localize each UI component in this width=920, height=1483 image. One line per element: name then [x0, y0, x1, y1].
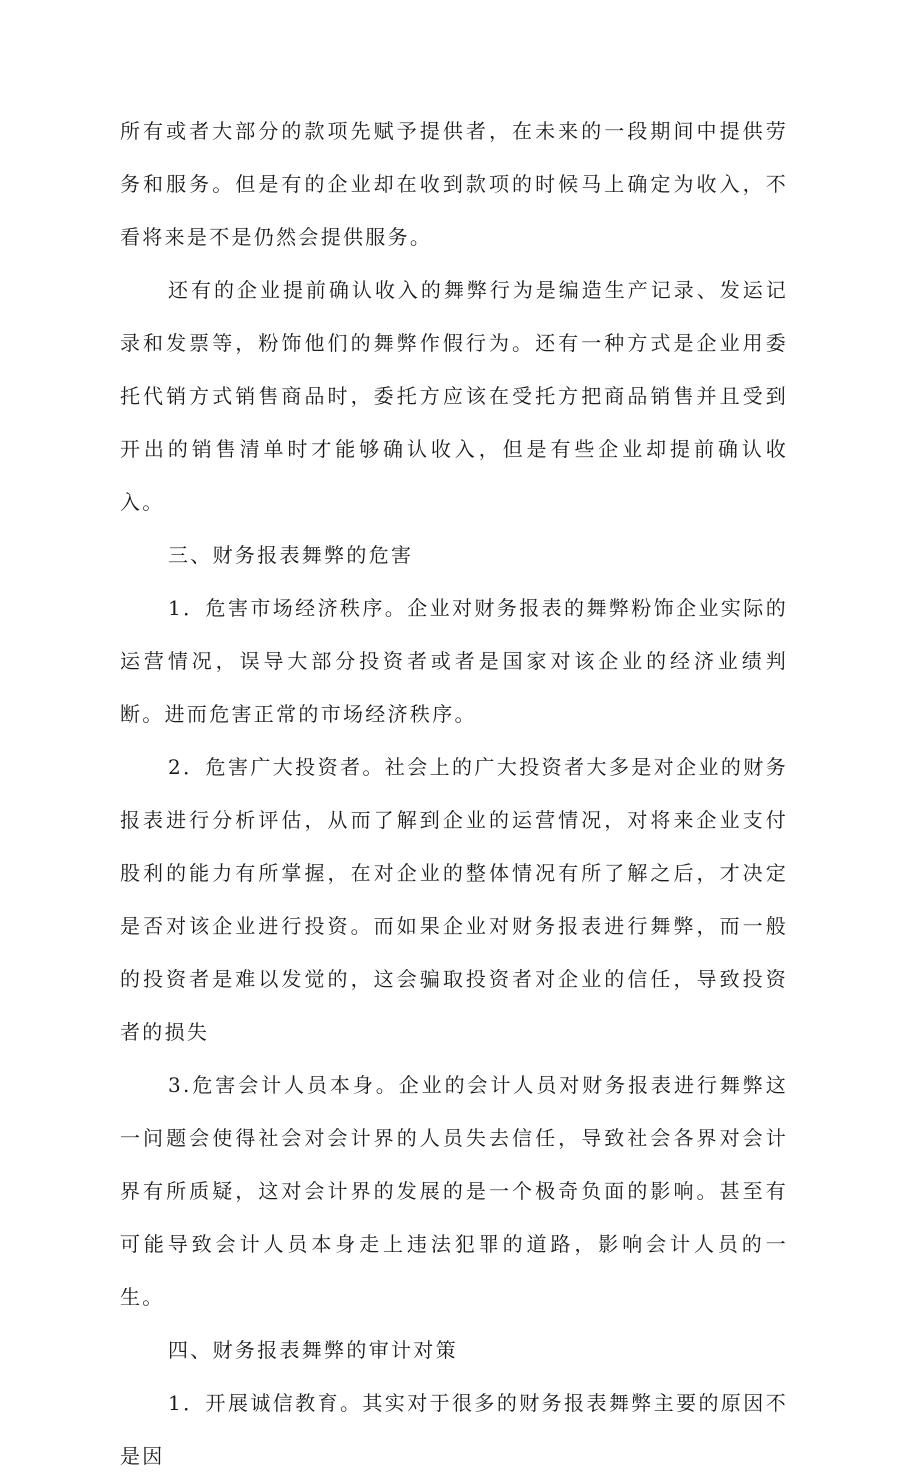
list-item-paragraph: 2．危害广大投资者。社会上的广大投资者大多是对企业的财务报表进行分析评估，从而了解到企业的运营情况，对将来企业支付股利的能力有所掌握，在对企业的整体情况有所了解之后，才决定是否对该企业进行投资。而如果企业对财务报表进行舞弊，而一般的投资者是难以发觉的，这会骗取投资者对企业的信任，导致投资者的损失 — [120, 755, 788, 1044]
list-item-paragraph: 3.危害会计人员本身。企业的会计人员对财务报表进行舞弊这一问题会使得社会对会计界的人员失去信任，导致社会各界对会计界有所质疑，这对会计界的发展的是一个极奇负面的影响。甚至有可能导致会计人员本身走上违法犯罪的道路，影响会计人员的一生。 — [120, 1073, 788, 1309]
body-paragraph: 所有或者大部分的款项先赋予提供者，在未来的一段期间中提供劳务和服务。但是有的企业却在收到款项的时候马上确定为收入，不看将来是不是仍然会提供服务。 — [120, 119, 788, 249]
list-item-paragraph: 1．开展诚信教育。其实对于很多的财务报表舞弊主要的原因不是因 — [120, 1391, 788, 1468]
body-paragraph: 还有的企业提前确认收入的舞弊行为是编造生产记录、发运记录和发票等，粉饰他们的舞弊作假行为。还有一种方式是企业用委托代销方式销售商品时，委托方应该在受托方把商品销售并且受到开出的销售清单时才能够确认收入，但是有些企业却提前确认收入。 — [120, 278, 788, 514]
section-heading: 四、财务报表舞弊的审计对策 — [168, 1338, 458, 1362]
section-heading: 三、财务报表舞弊的危害 — [168, 543, 414, 567]
document-page — [120, 105, 788, 1483]
list-item-paragraph: 1．危害市场经济秩序。企业对财务报表的舞弊粉饰企业实际的运营情况，误导大部分投资者或者是国家对该企业的经济业绩判断。进而危害正常的市场经济秩序。 — [120, 596, 788, 726]
